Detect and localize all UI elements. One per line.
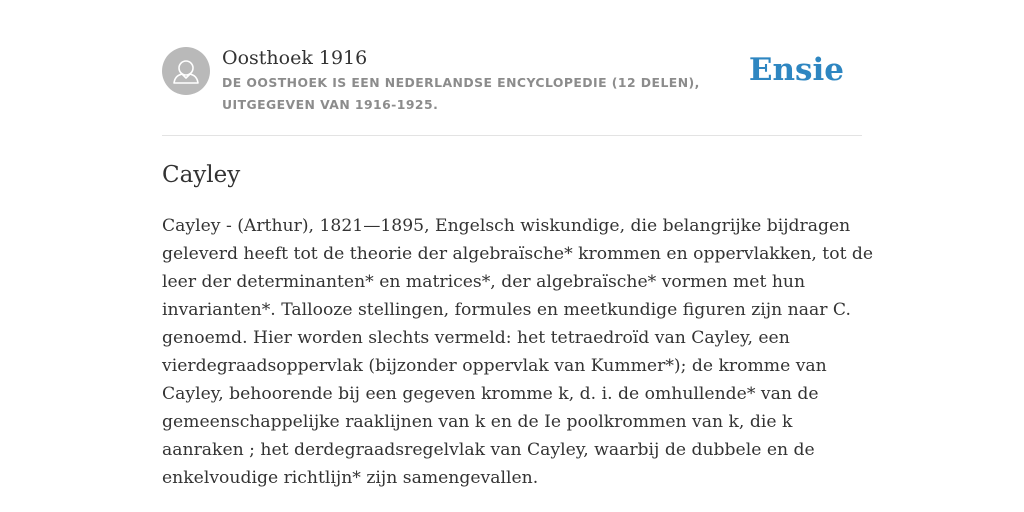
source-description: DE OOSTHOEK IS EEN NEDERLANDSE ENCYCLOPEDIE (12 DELEN), UITGEGEVEN VAN 1916-1925. bbox=[222, 75, 700, 112]
entry-body-line: enkelvoudige richtlijn* zijn samengevallen. bbox=[162, 468, 539, 488]
entry-body bbox=[162, 212, 874, 492]
entry-body-line: Cayley, behoorende bij een gegeven kromme k, d. i. de omhullende* van de bbox=[162, 384, 819, 404]
divider bbox=[162, 135, 862, 136]
entry-body-line: Cayley - (Arthur), 1821—1895, Engelsch wiskundige, die belangrijke bijdragen bbox=[162, 216, 851, 236]
entry-body-line: genoemd. Hier worden slechts vermeld: het tetraedroïd van Cayley, een bbox=[162, 328, 790, 348]
user-icon[interactable] bbox=[162, 47, 210, 95]
entry-body-line: gemeenschappelijke raaklijnen van k en de Ie poolkrommen van k, die k bbox=[162, 412, 793, 432]
entry-body-line: vierdegraadsoppervlak (bijzonder oppervlak van Kummer*); de kromme van bbox=[162, 356, 827, 376]
entry-title: Cayley bbox=[162, 162, 241, 188]
entry-body-line: leer der determinanten* en matrices*, der algebraïsche* vormen met hun bbox=[162, 272, 806, 292]
ensie-logo-link[interactable]: Ensie bbox=[748, 52, 844, 88]
source-name-link[interactable]: Oosthoek 1916 bbox=[222, 47, 368, 69]
source-header bbox=[162, 46, 862, 126]
entry-body-line: aanraken ; het derdegraadsregelvlak van Cayley, waarbij de dubbele en de bbox=[162, 440, 815, 460]
entry-body-line: geleverd heeft tot de theorie der algebraïsche* krommen en oppervlakken, tot de bbox=[162, 244, 874, 264]
entry-body-line: invarianten*. Tallooze stellingen, formules en meetkundige figuren zijn naar C. bbox=[162, 300, 851, 320]
